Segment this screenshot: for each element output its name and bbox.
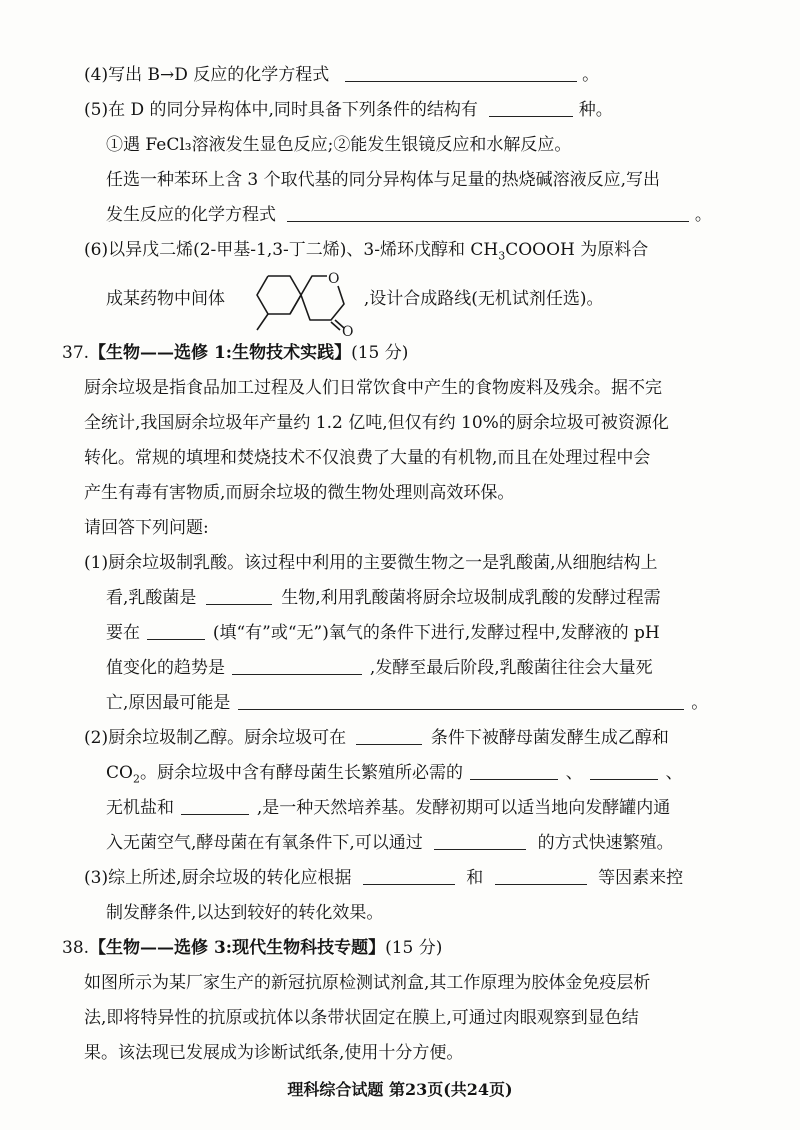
answer-blank[interactable] xyxy=(181,796,249,815)
q37-part2-line4: 入无菌空气,酵母菌在有氧条件下,可以通过 的方式快速繁殖。 xyxy=(106,833,674,853)
q37-part1-line5: 亡,原因最可能是 。 xyxy=(106,693,709,713)
molecule-oxygen-ring: O xyxy=(328,271,340,287)
answer-blank[interactable] xyxy=(147,621,205,640)
answer-blank[interactable] xyxy=(345,63,577,82)
q38-body-line: 法,即将特异性的抗原或抗体以条带状固定在膜上,可通过肉眼观察到显色结 xyxy=(84,1008,639,1028)
answer-blank[interactable] xyxy=(356,726,422,745)
q36-part4: (4)写出 B→D 反应的化学方程式 。 xyxy=(84,65,600,85)
answer-blank[interactable] xyxy=(489,98,573,117)
answer-blank[interactable] xyxy=(232,656,362,675)
q37-part1-line2: 看,乳酸菌是 生物,利用乳酸菌将厨余垃圾制成乳酸的发酵过程需 xyxy=(106,588,661,608)
answer-blank[interactable] xyxy=(495,866,587,885)
q36-part5-task-line2: 发生反应的化学方程式 。 xyxy=(106,205,712,225)
q37-intro-line: 转化。常规的填埋和焚烧技术不仅浪费了大量的有机物,而且在处理过程中会 xyxy=(84,448,651,468)
q37-part1-line1: (1)厨余垃圾制乳酸。该过程中利用的主要微生物之一是乳酸菌,从细胞结构上 xyxy=(84,553,658,573)
page-footer: 理科综合试题 第23页(共24页) xyxy=(287,1080,513,1099)
q36-part6-line2: 成某药物中间体 ,设计合成路线(无机试剂任选)。 xyxy=(106,289,604,309)
q37-part3-line1: (3)综上所述,厨余垃圾的转化应根据 和 等因素来控 xyxy=(84,868,684,888)
q37-intro-line: 产生有毒有害物质,而厨余垃圾的微生物处理则高效环保。 xyxy=(84,483,515,503)
answer-blank[interactable] xyxy=(206,586,272,605)
q37-header: 37.【生物——选修 1:生物技术实践】(15 分) xyxy=(62,343,409,363)
molecule-structure xyxy=(232,262,366,338)
q37-part1-line3: 要在 (填“有”或“无”)氧气的条件下进行,发酵过程中,发酵液的 pH xyxy=(106,623,660,643)
q38-body-line: 如图所示为某厂家生产的新冠抗原检测试剂盒,其工作原理为胶体金免疫层析 xyxy=(84,973,651,993)
answer-blank[interactable] xyxy=(470,761,558,780)
q37-part2-line2: $CO_2$。厨余垃圾中含有酵母菌生长繁殖所必需的 、 、 xyxy=(106,763,683,786)
q37-intro-line: 厨余垃圾是指食品加工过程及人们日常饮食中产生的食物废料及残余。据不完 xyxy=(84,378,662,398)
answer-blank[interactable] xyxy=(590,761,658,780)
q37-intro-line: 全统计,我国厨余垃圾年产量约 1.2 亿吨,但仅有约 10%的厨余垃圾可被资源化 xyxy=(84,413,669,433)
q36-part5-conditions: ①遇 FeCl₃溶液发生显色反应;②能发生银镜反应和水解反应。 xyxy=(106,135,572,155)
q37-part1-line4: 值变化的趋势是 ,发酵至最后阶段,乳酸菌往往会大量死 xyxy=(106,658,653,678)
q38-header: 38.【生物——选修 3:现代生物科技专题】(15 分) xyxy=(62,938,443,958)
q36-part6-line1: (6)以异戊二烯(2-甲基-1,3-丁二烯)、3-烯环戊醇和 $CH_3COOOH$ 为原料合 xyxy=(84,240,649,263)
q37-part2-line3: 无机盐和 ,是一种天然培养基。发酵初期可以适当地向发酵罐内通 xyxy=(106,798,671,818)
q36-part5: (5)在 D 的同分异构体中,同时具备下列条件的结构有 种。 xyxy=(84,100,613,120)
answer-blank[interactable] xyxy=(287,203,689,222)
q37-part3-line2: 制发酵条件,以达到较好的转化效果。 xyxy=(106,903,384,923)
q36-part5-task-line1: 任选一种苯环上含 3 个取代基的同分异构体与足量的热烧碱溶液反应,写出 xyxy=(106,170,661,190)
molecule-oxygen-carbonyl: O xyxy=(342,324,354,338)
q38-body-line: 果。该法现已发展成为诊断试纸条,使用十分方便。 xyxy=(84,1043,464,1063)
answer-blank[interactable] xyxy=(434,831,526,850)
q37-part2-line1: (2)厨余垃圾制乙醇。厨余垃圾可在 条件下被酵母菌发酵生成乙醇和 xyxy=(84,728,669,748)
q37-ask: 请回答下列问题: xyxy=(84,518,209,538)
answer-blank[interactable] xyxy=(238,691,684,710)
answer-blank[interactable] xyxy=(363,866,455,885)
